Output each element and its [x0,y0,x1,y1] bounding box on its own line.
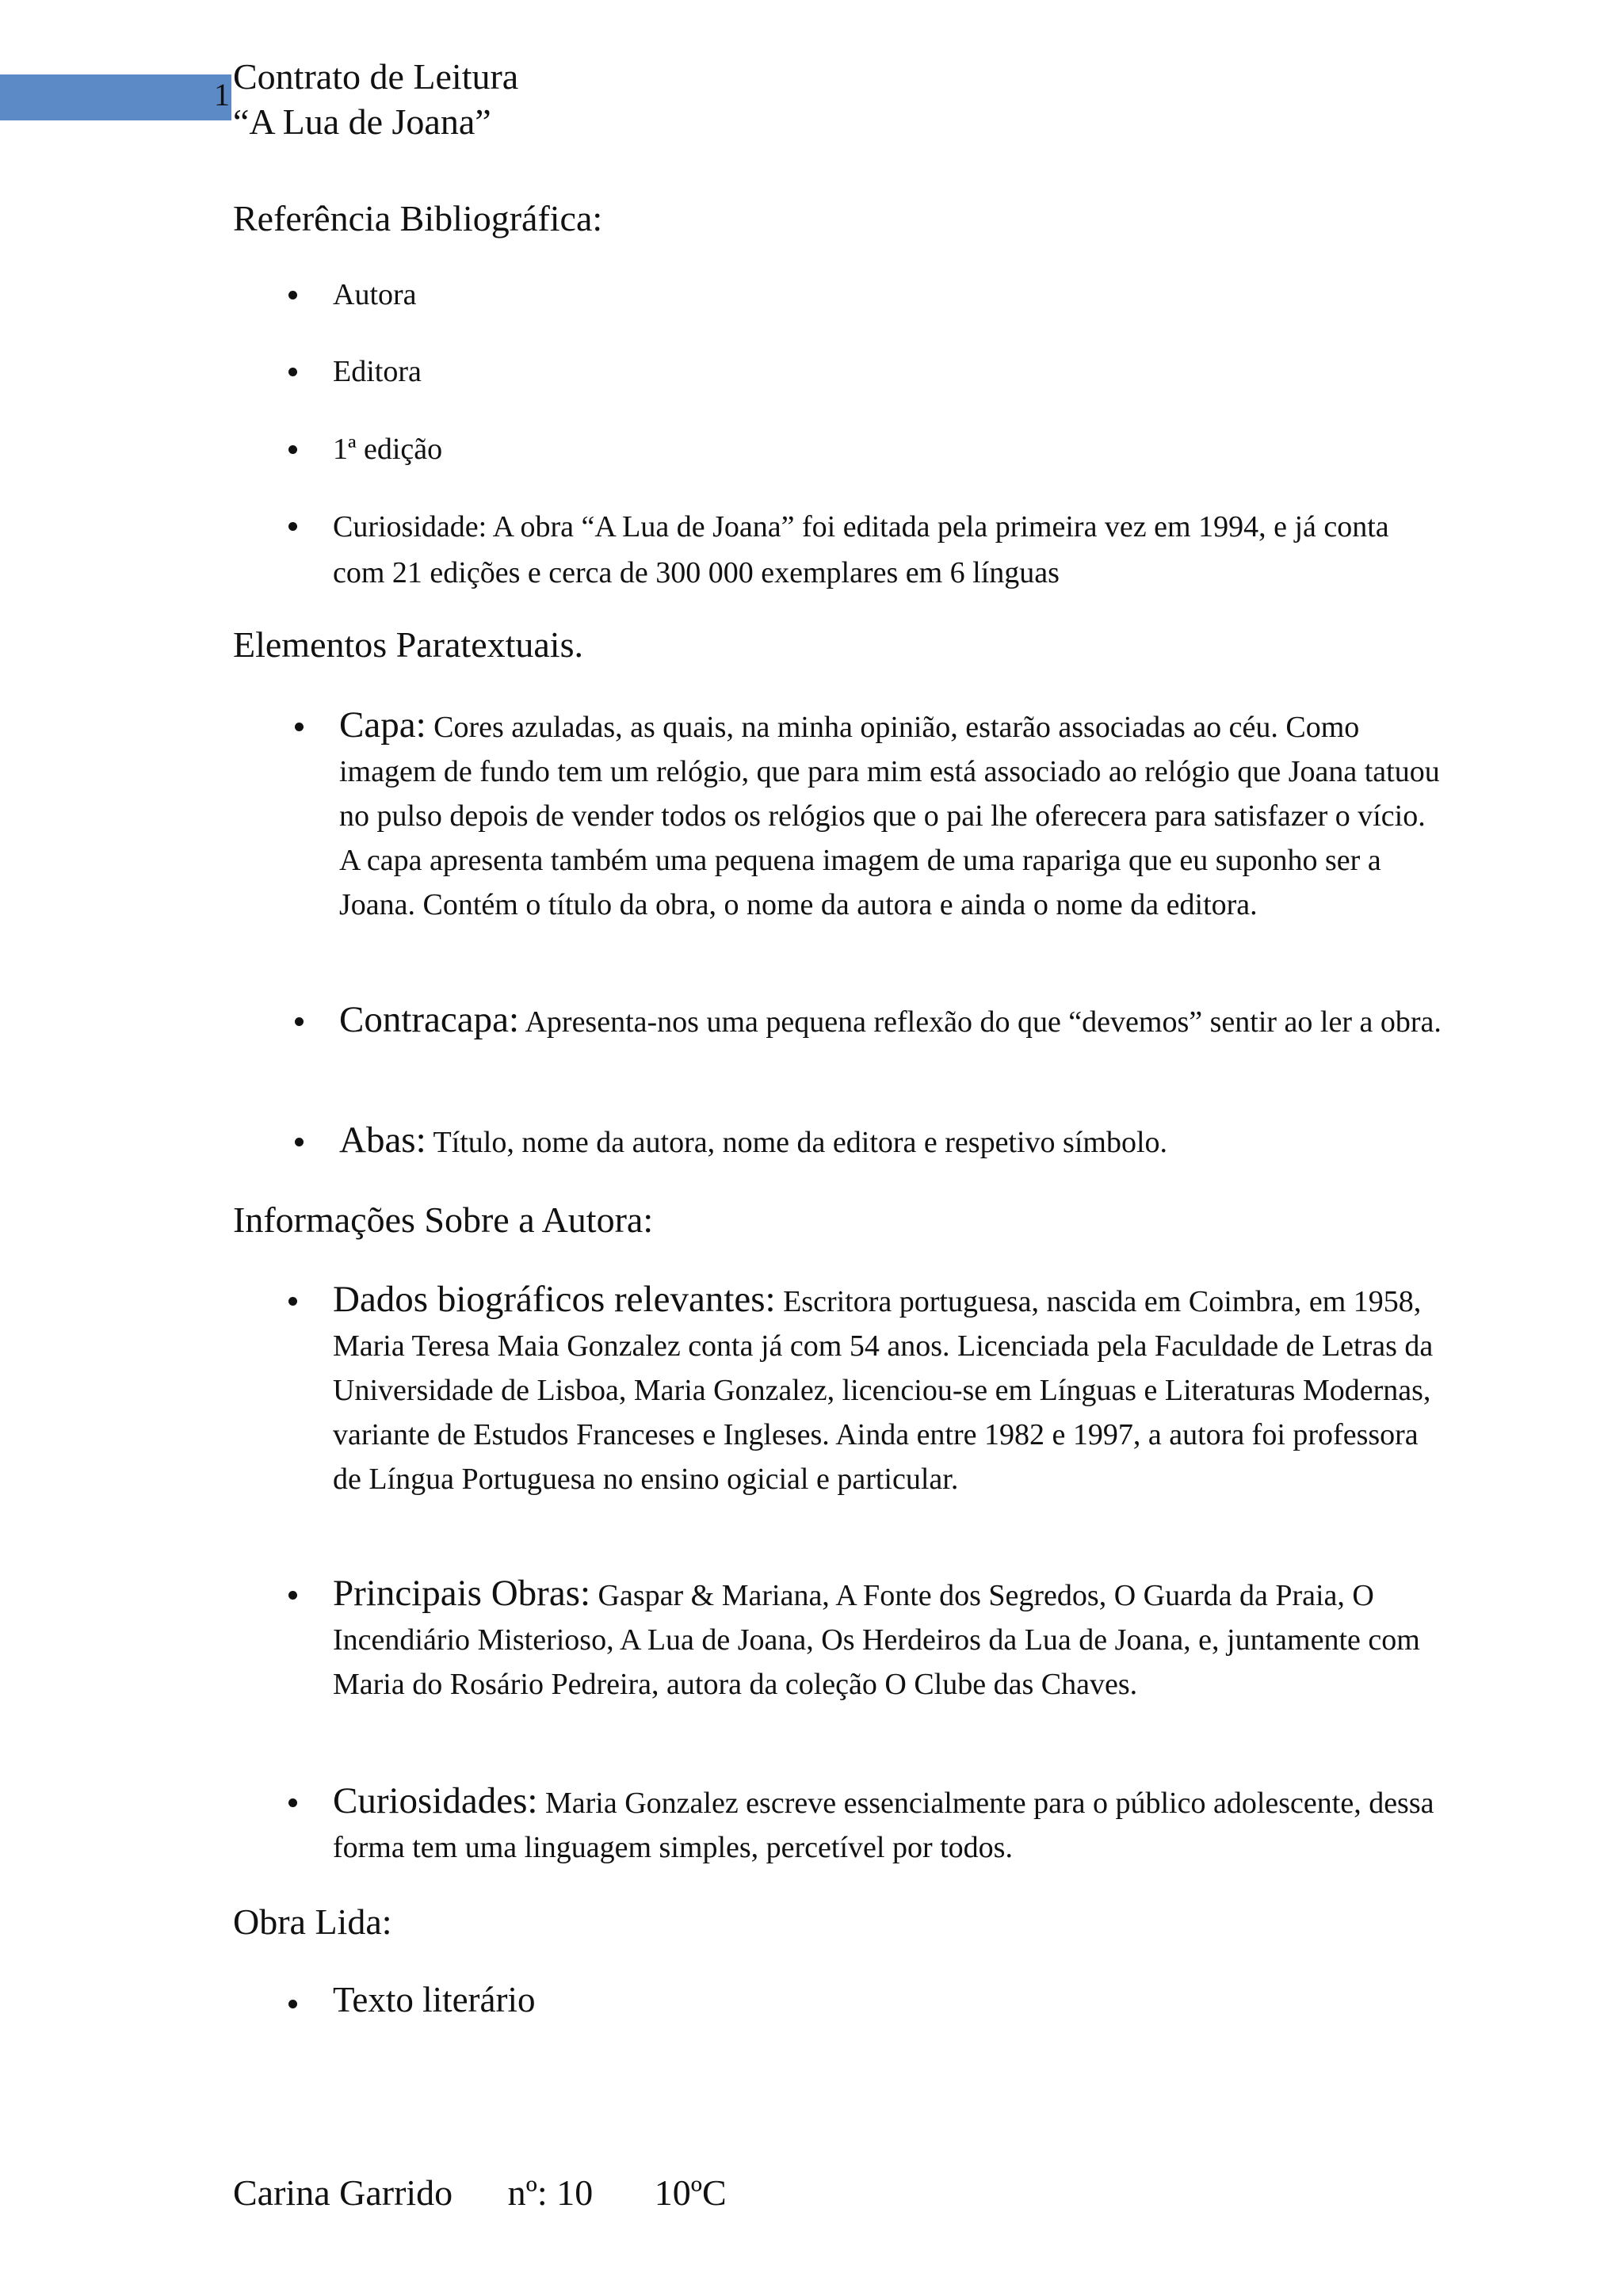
back-cover-text: Apresenta-nos uma pequena reflexão do que “devemos” sentir ao ler a obra. [525,1005,1442,1039]
heading-author-info: Informações Sobre a Autora: [233,1199,654,1240]
list-item-main-works [333,1571,1442,1707]
flaps-label: Abas: [339,1119,426,1161]
flaps-text: Título, nome da autora, nome da editora e respetivo símbolo. [433,1126,1168,1159]
list-item-text: Curiosidade: A obra “A Lua de Joana” foi editada pela primeira vez em 1994, e já conta com 21 edições e cerca de 300 000 exemplares em 6 línguas [333,510,1389,589]
main-works-label: Principais Obras: [333,1573,591,1614]
bullet-icon [288,445,297,454]
list-item-text: Texto literário [333,1980,536,2019]
header-accent-bar [0,74,231,120]
bullet-icon [295,1017,304,1026]
list-item-edition [333,427,1442,471]
list-item-text: 1ª edição [333,433,443,466]
curiosities-text: Maria Gonzalez escreve essencialmente para o público adolescente, dessa forma tem uma linguagem simples, percetível por todos. [333,1787,1434,1864]
list-item-back-cover [339,997,1449,1044]
cover-text: Cores azuladas, as quais, na minha opinião, estarão associadas ao céu. Como imagem de fundo tem um relógio, que para mim está associado ao relógio que Joana tatuou no pulso depois de vender todos os relógios que o pai lhe oferecera para satisfazer o vício. A capa apresenta também uma pequena imagem de uma rapariga que eu suponho ser a Joana. Contém o título da obra, o nome da autora e ainda o nome da editora. [339,711,1440,921]
list-item-cover [339,703,1449,927]
bullet-icon [288,1591,297,1600]
list-item-flaps [339,1118,1449,1165]
page-number: 1 [214,77,230,113]
heading-bibliographic-reference: Referência Bibliográfica: [233,198,603,238]
curiosities-label: Curiosidades: [333,1780,538,1821]
heading-work-read: Obra Lida: [233,1901,392,1942]
list-item-curiosities [333,1779,1442,1870]
main-works-text: Gaspar & Mariana, A Fonte dos Segredos, O Guarda da Praia, O Incendiário Misterioso, A Lua de Joana, Os Herdeiros da Lua de Joana, e, juntamente com Maria do Rosário Pedreira, autora da coleção O Clube das Chaves. [333,1579,1420,1701]
student-number: nº: 10 [507,2172,594,2213]
student-name: Carina Garrido [233,2172,453,2213]
bullet-icon [288,291,297,299]
bullet-icon [288,2000,297,2008]
list-item-text: Autora [333,278,417,311]
back-cover-label: Contracapa: [339,999,520,1040]
heading-paratextual-elements: Elementos Paratextuais. [233,624,583,665]
document-title [233,54,518,144]
bullet-icon [295,1138,304,1146]
list-item-publisher [333,349,1442,394]
list-item-text: Editora [333,355,422,388]
student-class: 10ºC [654,2172,727,2213]
footer [233,2171,727,2214]
list-item-biography [333,1277,1442,1501]
cover-label: Capa: [339,704,426,746]
bullet-icon [288,368,297,376]
list-item-literary-text [333,1978,1442,2022]
title-line-2: “A Lua de Joana” [233,101,491,142]
title-line-1: Contrato de Leitura [233,56,519,97]
bullet-icon [288,1798,297,1807]
bullet-icon [288,1297,297,1306]
list-item-curiosity [333,504,1442,596]
bullet-icon [295,723,304,731]
biography-text: Escritora portuguesa, nascida em Coimbra, em 1958, Maria Teresa Maia Gonzalez conta já com 54 anos. Licenciada pela Faculdade de Letras da Universidade de Lisboa, Maria Gonzalez, licenciou-se em Línguas e Literaturas Modernas, variante de Estudos Franceses e Ingleses. Ainda entre 1982 e 1997, a autora foi professora de Língua Portuguesa no ensino ogicial e particular. [333,1285,1434,1496]
list-item-author [333,273,1442,317]
biography-label: Dados biográficos relevantes: [333,1279,776,1320]
bullet-icon [288,522,297,531]
